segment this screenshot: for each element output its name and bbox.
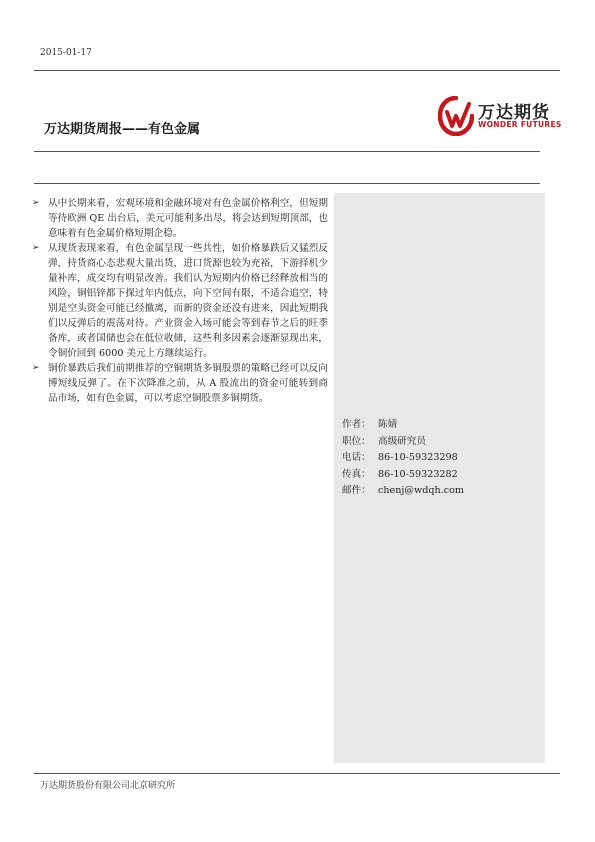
author-title-row [342,434,464,451]
footer-divider [34,773,560,774]
author-fax: 86-10-59323282 [378,468,458,480]
author-email: chenj@wdqh.com [378,485,464,496]
author-fax-row [342,467,464,484]
author-name-row [342,417,464,434]
bullet-text: 从现货表现来看，有色金属呈现一些共性，如价格暴跌后又猛烈反弹，持货商心态悲观大量出货，进口货源也较为充裕，下游择机少量补库，成交均有明显改善。我们认为短期内价格已经释放相当的风险，铜铝锌都下探过年内低点，向下空间有限，不适合追空，特别是空头资金可能已经撤离，而新的资金还没有进来，因此短期我们以反弹后的震荡对待。产业资金入场可能会等到春节之后的旺季备库，或者国储也会在低位收储，这些利多因素会逐渐显现出来，令铜价回到 6000 美元上方继续运行。 [48,243,328,359]
author-phone-label: 电话： [342,452,371,463]
header-divider [34,70,560,71]
author-name-label: 作者： [342,419,371,430]
arrow-bullet-icon: ➢ [32,198,40,208]
author-info [342,417,464,500]
bullet-item [32,196,328,241]
bullet-item [32,241,328,361]
title-divider [34,151,540,152]
wonder-futures-logo-icon [438,96,474,136]
author-phone: 86-10-59323298 [378,452,458,463]
arrow-bullet-icon: ➢ [32,243,40,253]
company-logo [438,96,563,136]
author-name: 陈婧 [378,419,398,430]
summary-bullets [32,196,328,406]
report-date: 2015-01-17 [40,48,92,58]
logo-name-en: WONDER FUTURES [478,120,562,129]
author-email-row [342,483,464,500]
author-title: 高级研究员 [378,435,426,447]
footer-company: 万达期货股份有限公司北京研究所 [40,781,176,791]
bullet-item [32,361,328,406]
bullet-text: 从中长期来看，宏观环境和金融环境对有色金属价格利空，但短期等待欧洲 QE 出台后，美元可能利多出尽，将会达到短期顶部，也意味着有色金属价格短期企稳。 [48,198,328,239]
report-title: 万达期货周报——有色金属 [44,122,201,137]
content-divider [34,183,540,184]
author-title-label: 职位： [342,435,371,447]
author-fax-label: 传真： [342,468,371,480]
logo-name-cn: 万达期货 [478,103,550,123]
arrow-bullet-icon: ➢ [32,363,40,373]
author-email-label: 邮件： [342,485,371,496]
bullet-text: 铜价暴跌后我们前期推荐的空铜期货多铜股票的策略已经可以反向博短线反弹了。在下次降准之前，从 A 股流出的资金可能转到商品市场，如有色金属，可以考虑空铜股票多铜期货。 [48,363,328,404]
author-phone-row [342,450,464,467]
